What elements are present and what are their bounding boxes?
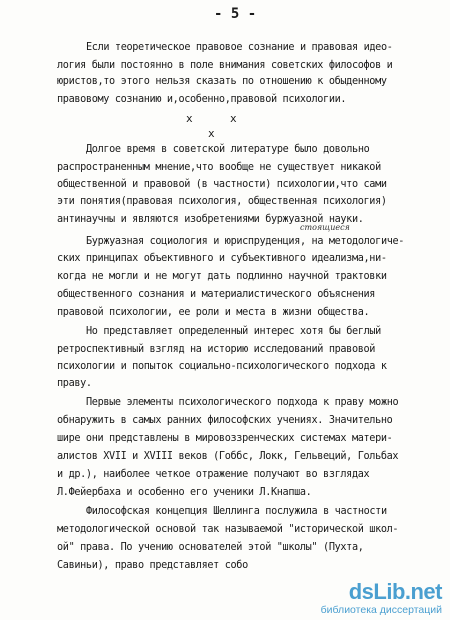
separator-mark: x [230,112,237,125]
text-line: Долгое время в советской литературе было довольно [86,144,370,155]
text-line: обнаружить в самых ранних философских учениях. Значительно [57,415,393,426]
separator-mark: x [208,127,215,140]
text-line: Савиньи), право представляет собо [57,560,248,571]
text-line: Если теоретическое правовое сознание и правовая идео- [86,42,393,53]
text-line: ских принципах объективного и субъективного идеализма,ни- [57,253,387,264]
text-line: правовому сознанию и,особенно,правовой психологии. [57,94,347,105]
text-line: Философская концепция Шеллинга послужила в частности [86,506,387,517]
text-line: и др.), наиболее четкое отражение получают во взглядах [57,469,370,480]
text-line: антинаучны и являются изобретениями буржуазной науки. [57,214,364,225]
handwritten-insertion: стоящиеся [300,223,350,232]
watermark-logo: dsLib.net [348,579,442,604]
text-line: общественного сознания и материалистического объяснения [57,289,376,300]
text-line: эти понятия(правовая психология, общественная психология) [57,196,387,207]
text-line: ретроспективный взгляд на историю исследований правовой [57,344,376,355]
text-line: Буржуазная социология и юриспруденция, на методологиче- [86,236,405,247]
watermark-subtitle: библиотека диссертаций [320,604,442,616]
text-line: ой" права. По учению основателей этой "школы" (Пухта, [57,542,364,553]
text-line: когда не могли и не могут дать подлинно научной трактовки [57,271,387,282]
text-line: психологии и попыток социально-психологического подхода к [57,361,387,372]
text-line: Первые элементы психологического подхода к праву можно [86,397,399,408]
text-line: алистов XVII и XVIII веков (Гоббс, Локк, Гельвеций, Гольбах [57,451,399,462]
text-line: методологической основой так называемой "исторической школ- [57,524,399,535]
text-line: общественной и правовой (в частности) психологии,что сами [57,179,387,190]
text-line: праву. [57,378,92,389]
text-line: Л.Фейербаха и особенно его ученики Л.Кнапша. [57,487,312,498]
text-line: распространенным мнение,что вообще не существует никакой [57,162,381,173]
text-line: Но представляет определенный интерес хотя бы беглый [86,326,381,337]
text-line: шире они представлены в мировоззренческих системах матери- [57,433,393,444]
page-number: - 5 - [214,6,257,22]
text-line: правовой психологии, ее роли и места в жизни общества. [57,307,370,318]
separator-mark: x [186,112,193,125]
watermark[interactable] [321,580,442,616]
text-line: юристов,то этого нельзя сказать по отношению к обыденному [57,76,387,87]
text-line: логия были постоянно в поле внимания советских философов и [57,60,393,71]
